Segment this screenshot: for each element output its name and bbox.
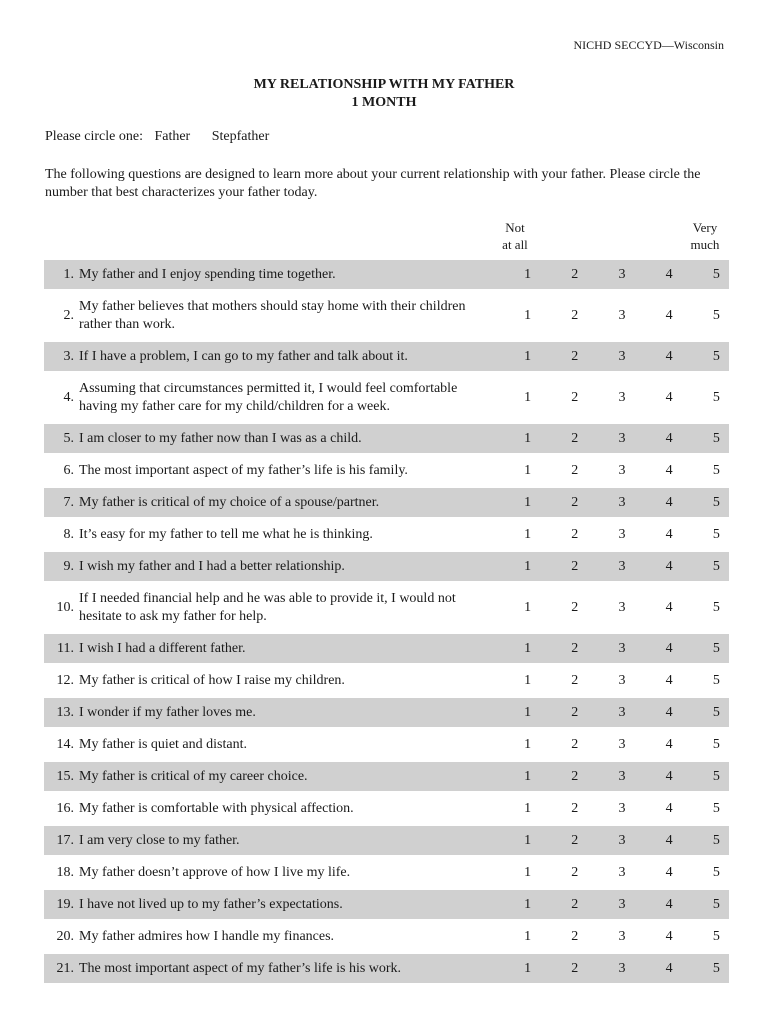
rating-option-5[interactable]: 5 [712,672,720,688]
rating-option-1[interactable]: 1 [524,494,532,510]
rating-option-2[interactable]: 2 [571,558,579,574]
rating-option-1[interactable]: 1 [524,928,532,944]
rating-option-1[interactable]: 1 [524,704,532,720]
question-number: 4. [63,389,74,405]
rating-option-5[interactable]: 5 [712,736,720,752]
rating-option-1[interactable]: 1 [524,960,532,976]
rating-option-5[interactable]: 5 [712,307,720,323]
rating-options [491,736,740,754]
rating-option-3[interactable]: 3 [618,389,626,405]
question-row [44,520,729,549]
question-text: If I have a problem, I can go to my father and talk about it. [79,348,408,364]
question-number: 12. [56,672,74,688]
question-row [44,424,729,453]
rating-option-2[interactable]: 2 [571,832,579,848]
rating-options [491,704,740,722]
rating-options [491,462,740,480]
rating-option-1[interactable]: 1 [524,389,532,405]
rating-option-5[interactable]: 5 [712,640,720,656]
rating-option-4[interactable]: 4 [665,389,673,405]
question-number: 10. [56,599,74,615]
rating-options [491,640,740,658]
rating-option-5[interactable]: 5 [712,558,720,574]
circle-one-label: Please circle one: [45,129,143,144]
question-row [44,666,729,695]
question-text: My father admires how I handle my finances. [79,928,335,944]
question-number: 17. [56,832,74,848]
question-number: 6. [63,462,74,478]
question-number: 3. [63,348,74,364]
rating-options [491,960,740,978]
rating-option-5[interactable]: 5 [712,494,720,510]
question-row [44,922,729,951]
rating-option-3[interactable]: 3 [618,348,626,364]
rating-option-4[interactable]: 4 [665,266,673,282]
question-number: 11. [57,640,74,656]
rating-option-1[interactable]: 1 [524,864,532,880]
rating-option-5[interactable]: 5 [712,599,720,615]
question-number: 19. [56,896,74,912]
question-row [44,890,729,919]
instructions: The following questions are designed to learn more about your current relationship with your father. Please circle the number that best characterizes your father today. [45,167,701,200]
rating-option-1[interactable]: 1 [524,430,532,446]
rating-option-2[interactable]: 2 [571,494,579,510]
question-number: 15. [56,768,74,784]
scale-high-label: Very much [690,220,720,252]
rating-option-1[interactable]: 1 [524,348,532,364]
rating-option-1[interactable]: 1 [524,736,532,752]
rating-option-5[interactable]: 5 [712,768,720,784]
question-row [44,292,729,339]
rating-option-3[interactable]: 3 [618,928,626,944]
question-text: My father believes that mothers should stay home with their children rather than work. [79,298,466,332]
rating-option-2[interactable]: 2 [571,896,579,912]
rating-option-3[interactable]: 3 [618,599,626,615]
question-number: 13. [56,704,74,720]
rating-option-2[interactable]: 2 [571,307,579,323]
rating-option-1[interactable]: 1 [524,526,532,542]
rating-option-3[interactable]: 3 [618,704,626,720]
question-number: 1. [63,266,74,282]
rating-options [491,800,740,818]
rating-options [491,430,740,448]
question-row [44,584,729,631]
question-text: If I needed financial help and he was able to provide it, I would not hesitate to ask my father for help. [79,590,456,624]
rating-options [491,864,740,882]
rating-option-2[interactable]: 2 [571,704,579,720]
question-text: My father is critical of how I raise my children. [79,672,345,688]
rating-option-2[interactable]: 2 [571,389,579,405]
rating-options [491,266,740,284]
question-row [44,794,729,823]
rating-options [491,768,740,786]
rating-option-3[interactable]: 3 [618,526,626,542]
title-line-1: MY RELATIONSHIP WITH MY FATHER [253,77,515,92]
rating-option-1[interactable]: 1 [524,832,532,848]
rating-option-4[interactable]: 4 [665,928,673,944]
rating-option-2[interactable]: 2 [571,266,579,282]
rating-option-2[interactable]: 2 [571,672,579,688]
question-text: I wish I had a different father. [79,640,246,656]
rating-option-5[interactable]: 5 [712,928,720,944]
rating-option-3[interactable]: 3 [618,800,626,816]
question-row [44,762,729,791]
rating-option-2[interactable]: 2 [571,462,579,478]
rating-option-4[interactable]: 4 [665,599,673,615]
rating-option-2[interactable]: 2 [571,430,579,446]
document-title [0,76,768,112]
question-text: It’s easy for my father to tell me what he is thinking. [79,526,373,542]
rating-option-1[interactable]: 1 [524,599,532,615]
rating-option-4[interactable]: 4 [665,960,673,976]
question-row [44,342,729,371]
rating-option-4[interactable]: 4 [665,558,673,574]
rating-option-5[interactable]: 5 [712,348,720,364]
rating-option-3[interactable]: 3 [618,494,626,510]
question-text: My father and I enjoy spending time together. [79,266,336,282]
rating-option-4[interactable]: 4 [665,494,673,510]
rating-option-1[interactable]: 1 [524,672,532,688]
rating-option-1[interactable]: 1 [524,896,532,912]
rating-option-4[interactable]: 4 [665,430,673,446]
rating-options [491,348,740,366]
rating-options [491,599,740,617]
document-source: NICHD SECCYD—Wisconsin [573,38,724,52]
rating-option-2[interactable]: 2 [571,526,579,542]
question-text: Assuming that circumstances permitted it, I would feel comfortable having my father care for my child/children for a week. [79,380,458,414]
rating-option-5[interactable]: 5 [712,462,720,478]
rating-option-4[interactable]: 4 [665,864,673,880]
rating-option-3[interactable]: 3 [618,832,626,848]
question-text: I am very close to my father. [79,832,240,848]
rating-options [491,526,740,544]
rating-option-5[interactable]: 5 [712,526,720,542]
question-row [44,698,729,727]
rating-option-2[interactable]: 2 [571,800,579,816]
questionnaire-items [44,260,729,986]
rating-option-4[interactable]: 4 [665,736,673,752]
question-row [44,552,729,581]
title-line-2: 1 MONTH [351,95,417,110]
option-stepfather[interactable]: Stepfather [211,129,270,144]
question-text: I have not lived up to my father’s expectations. [79,896,343,912]
rating-option-3[interactable]: 3 [618,430,626,446]
rating-option-2[interactable]: 2 [571,348,579,364]
question-row [44,730,729,759]
rating-option-1[interactable]: 1 [524,640,532,656]
rating-options [491,389,740,407]
rating-option-4[interactable]: 4 [665,768,673,784]
rating-option-2[interactable]: 2 [571,768,579,784]
question-text: I wish my father and I had a better relationship. [79,558,345,574]
rating-option-3[interactable]: 3 [618,266,626,282]
question-text: My father is critical of my choice of a spouse/partner. [79,494,380,510]
rating-option-4[interactable]: 4 [665,640,673,656]
rating-option-2[interactable]: 2 [571,928,579,944]
rating-option-2[interactable]: 2 [571,640,579,656]
rating-option-5[interactable]: 5 [712,704,720,720]
rating-options [491,896,740,914]
question-row [44,858,729,887]
option-father[interactable]: Father [154,129,191,144]
rating-option-3[interactable]: 3 [618,672,626,688]
question-row [44,488,729,517]
question-row [44,826,729,855]
question-number: 7. [63,494,74,510]
question-row [44,374,729,421]
scale-low-label: Not at all [502,220,528,252]
rating-option-2[interactable]: 2 [571,599,579,615]
rating-option-4[interactable]: 4 [665,672,673,688]
rating-option-5[interactable]: 5 [712,960,720,976]
question-text: I wonder if my father loves me. [79,704,256,720]
rating-option-3[interactable]: 3 [618,864,626,880]
rating-option-1[interactable]: 1 [524,266,532,282]
question-text: The most important aspect of my father’s life is his work. [79,960,402,976]
rating-option-5[interactable]: 5 [712,389,720,405]
question-text: My father doesn’t approve of how I live my life. [79,864,351,880]
rating-option-5[interactable]: 5 [712,800,720,816]
rating-option-3[interactable]: 3 [618,960,626,976]
rating-option-2[interactable]: 2 [571,864,579,880]
rating-option-3[interactable]: 3 [618,307,626,323]
rating-options [491,307,740,325]
rating-option-2[interactable]: 2 [571,960,579,976]
question-row [44,456,729,485]
rating-options [491,928,740,946]
rating-option-4[interactable]: 4 [665,526,673,542]
rating-option-1[interactable]: 1 [524,768,532,784]
rating-option-4[interactable]: 4 [665,896,673,912]
question-number: 14. [56,736,74,752]
question-text: My father is comfortable with physical affection. [79,800,354,816]
rating-option-4[interactable]: 4 [665,832,673,848]
question-row [44,954,729,983]
rating-option-3[interactable]: 3 [618,640,626,656]
rating-option-5[interactable]: 5 [712,832,720,848]
rating-option-5[interactable]: 5 [712,864,720,880]
question-number: 5. [63,430,74,446]
rating-option-4[interactable]: 4 [665,348,673,364]
rating-option-4[interactable]: 4 [665,800,673,816]
question-number: 2. [63,307,74,323]
rating-option-5[interactable]: 5 [712,896,720,912]
question-text: I am closer to my father now than I was as a child. [79,430,362,446]
question-number: 18. [56,864,74,880]
question-number: 16. [56,800,74,816]
question-number: 20. [56,928,74,944]
question-number: 8. [63,526,74,542]
rating-options [491,832,740,850]
rating-option-1[interactable]: 1 [524,800,532,816]
rating-option-3[interactable]: 3 [618,736,626,752]
question-number: 9. [63,558,74,574]
question-text: My father is critical of my career choice. [79,768,308,784]
rating-option-3[interactable]: 3 [618,462,626,478]
rating-option-2[interactable]: 2 [571,736,579,752]
rating-option-4[interactable]: 4 [665,462,673,478]
rating-option-1[interactable]: 1 [524,307,532,323]
question-row [44,634,729,663]
rating-option-3[interactable]: 3 [618,768,626,784]
rating-option-1[interactable]: 1 [524,558,532,574]
rating-options [491,558,740,576]
rating-option-4[interactable]: 4 [665,307,673,323]
rating-option-4[interactable]: 4 [665,704,673,720]
rating-options [491,494,740,512]
rating-option-5[interactable]: 5 [712,430,720,446]
rating-options [491,672,740,690]
rating-option-5[interactable]: 5 [712,266,720,282]
rating-option-1[interactable]: 1 [524,462,532,478]
question-number: 21. [56,960,74,976]
rating-option-3[interactable]: 3 [618,896,626,912]
question-text: My father is quiet and distant. [79,736,247,752]
rating-option-3[interactable]: 3 [618,558,626,574]
question-text: The most important aspect of my father’s life is his family. [79,462,408,478]
question-row [44,260,729,289]
circle-one-prompt [45,129,269,145]
